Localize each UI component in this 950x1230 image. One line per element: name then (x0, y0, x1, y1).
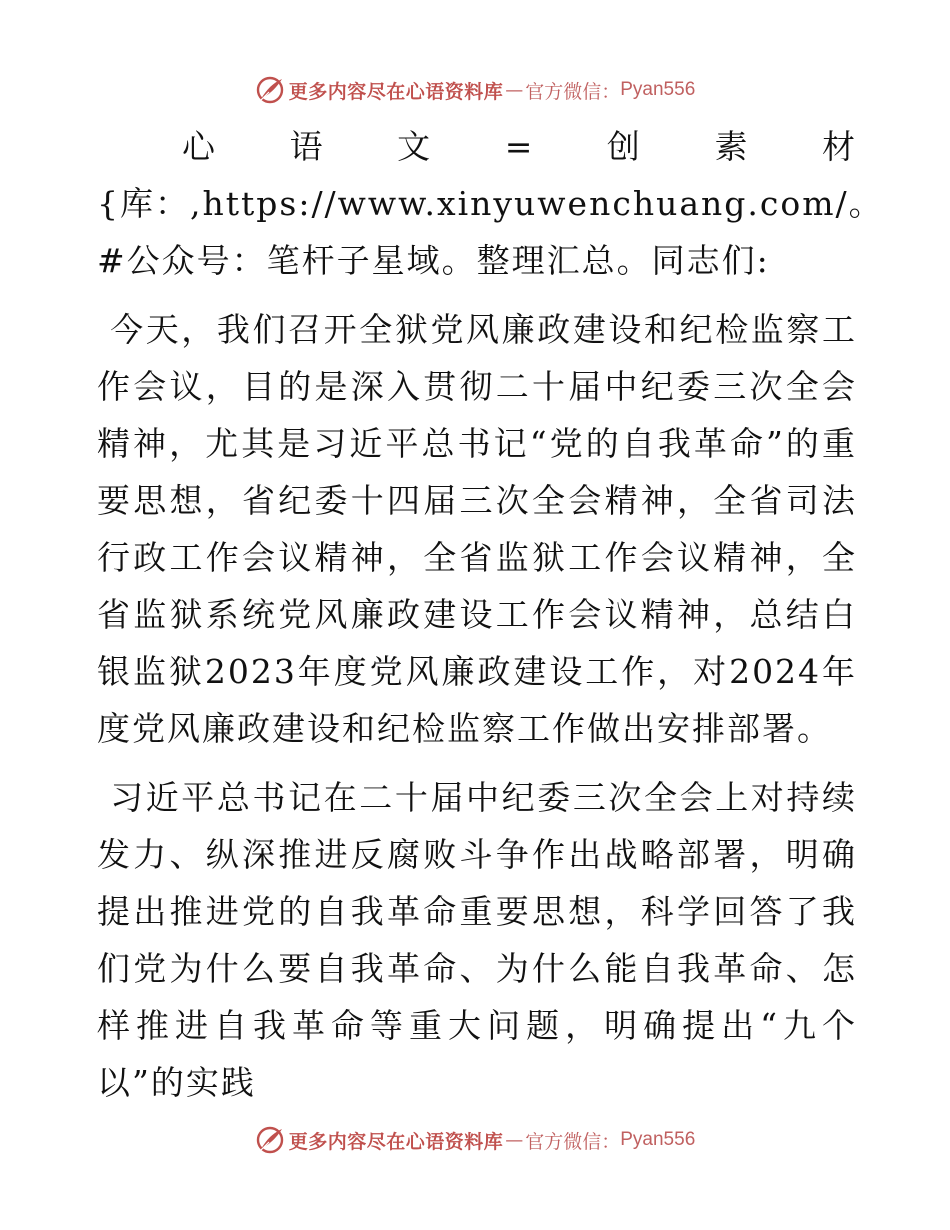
document-body (97, 118, 884, 1111)
intro-paragraph: 心语文=创素材{库：,https://www.xinyuwenchuang.com/。#公众号：笔杆子星域。整理汇总。同志们: (97, 127, 884, 280)
body-paragraph-2: 习近平总书记在二十届中纪委三次全会上对持续发力、纵深推进反腐败斗争作出战略部署，明确提出推进党的自我革命重要思想，科学回答了我们党为什么要自我革命、为什么能自我革命、怎样推进自我革命等重大问题，明确提出“九个以”的实践 (97, 778, 857, 1102)
banner-slogan: 更多内容尽在心语资料库 (288, 1130, 504, 1153)
feather-quill-logo-icon (255, 1125, 285, 1155)
body-paragraph-1: 今天，我们召开全狱党风廉政建设和纪检监察工作会议，目的是深入贯彻二十届中纪委三次全会精神，尤其是习近平总书记“党的自我革命”的重要思想，省纪委十四届三次全会精神，全省司法行政工作会议精神，全省监狱工作会议精神，全省监狱系统党风廉政建设工作会议精神，总结白银监狱2023年度党风廉政建设工作，对2024年度党风廉政建设和纪检监察工作做出安排部署。 (97, 310, 857, 748)
banner-slogan: 更多内容尽在心语资料库 (288, 80, 504, 103)
banner-separator: — (505, 1129, 524, 1151)
banner-wechat-id: Pyan556 (620, 79, 696, 100)
banner-wechat-label: 官方微信： (525, 1130, 621, 1153)
banner-separator: — (505, 79, 524, 101)
footer-banner (0, 1120, 950, 1160)
banner-wechat-label: 官方微信： (525, 80, 621, 103)
header-banner (0, 70, 950, 110)
feather-quill-logo-icon (255, 75, 285, 105)
banner-wechat-id: Pyan556 (620, 1129, 696, 1150)
